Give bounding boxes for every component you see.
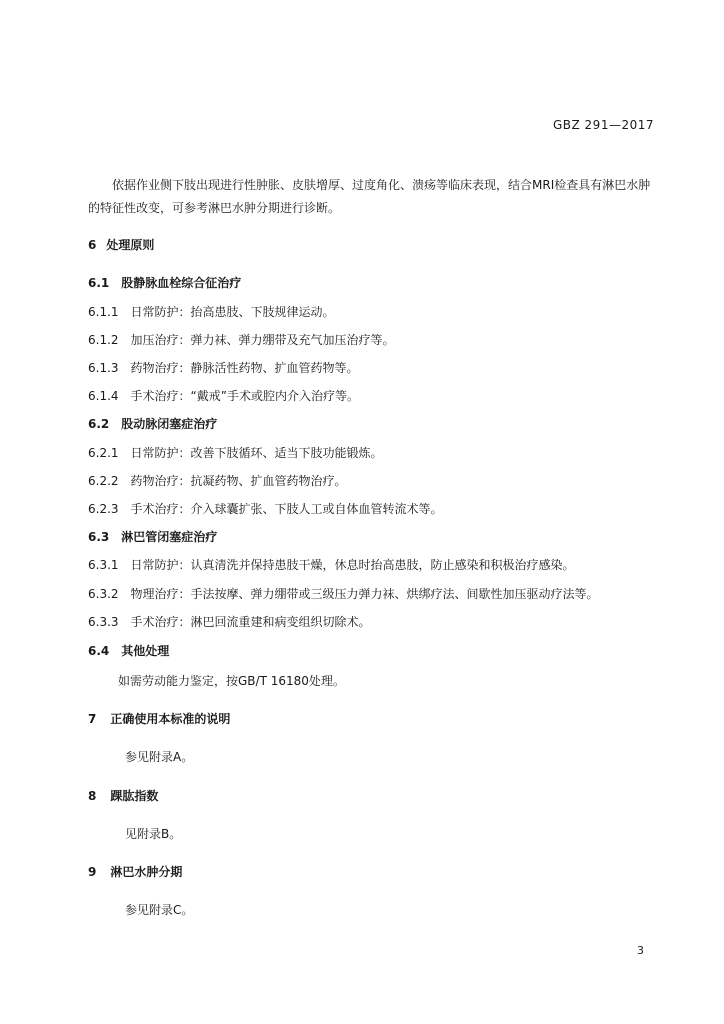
clause-6-2-2 — [88, 472, 347, 489]
clause-6-1-1 — [88, 303, 335, 320]
clause-number: 6.2.3 — [88, 502, 119, 516]
section-6-4-heading — [88, 642, 169, 659]
clause-number: 6.3.1 — [88, 558, 119, 572]
section-number: 8 — [88, 789, 97, 803]
clause-number: 6.2.2 — [88, 474, 119, 488]
section-title: 踝肱指数 — [110, 789, 159, 803]
clause-number: 6.3.2 — [88, 587, 119, 601]
clause-text: 药物治疗：静脉活性药物、扩血管药物等。 — [130, 361, 359, 375]
clause-text: 加压治疗：弹力袜、弹力绷带及充气加压治疗等。 — [130, 333, 395, 347]
clause-6-2-1 — [88, 444, 383, 461]
section-9-body: 参见附录C。 — [125, 903, 194, 917]
clause-text: 日常防护：改善下肢循环、适当下肢功能锻炼。 — [130, 446, 383, 460]
section-number: 6 — [88, 238, 97, 252]
clause-6-3-3 — [88, 613, 371, 630]
section-6-4-body: 如需劳动能力鉴定，按GB/T 16180处理。 — [118, 674, 345, 688]
section-title: 股静脉血栓综合征治疗 — [121, 276, 242, 290]
clause-6-1-2 — [88, 331, 395, 348]
section-title: 处理原则 — [106, 238, 155, 252]
section-title: 淋巴管闭塞症治疗 — [121, 530, 218, 544]
clause-number: 6.1.4 — [88, 389, 119, 403]
section-8-body: 见附录B。 — [125, 827, 182, 841]
section-number: 6.3 — [88, 530, 110, 544]
clause-text: 物理治疗：手法按摩、弹力绷带或三级压力弹力袜、烘绑疗法、间歇性加压驱动疗法等。 — [130, 587, 599, 601]
section-number: 6.2 — [88, 417, 110, 431]
section-7-body: 参见附录A。 — [125, 750, 194, 764]
clause-number: 6.2.1 — [88, 446, 119, 460]
page-number: 3 — [637, 944, 644, 957]
clause-number: 6.1.3 — [88, 361, 119, 375]
section-9-heading — [88, 863, 182, 880]
section-7-heading — [88, 710, 230, 727]
clause-text: 手术治疗：淋巴回流重建和病变组织切除术。 — [130, 615, 371, 629]
section-number: 7 — [88, 712, 97, 726]
clause-text: 手术治疗：“戴戒”手术或腔内介入治疗等。 — [130, 389, 359, 403]
section-6-1-heading — [88, 274, 241, 291]
standard-code: GBZ 291—2017 — [552, 118, 654, 132]
section-6-heading — [88, 236, 154, 253]
clause-text: 药物治疗：抗凝药物、扩血管药物治疗。 — [130, 474, 347, 488]
clause-6-1-3 — [88, 359, 359, 376]
clause-6-1-4 — [88, 387, 359, 404]
clause-6-3-2 — [88, 585, 599, 602]
clause-number: 6.1.1 — [88, 305, 119, 319]
section-title: 淋巴水肿分期 — [110, 865, 183, 879]
section-title: 正确使用本标准的说明 — [110, 712, 231, 726]
section-8-heading — [88, 787, 158, 804]
clause-6-2-3 — [88, 500, 443, 517]
clause-text: 日常防护：抬高患肢、下肢规律运动。 — [130, 305, 335, 319]
intro-paragraph — [88, 174, 654, 220]
clause-text: 手术治疗：介入球囊扩张、下肢人工或自体血管转流术等。 — [130, 502, 443, 516]
section-6-3-heading — [88, 528, 217, 545]
section-title: 股动脉闭塞症治疗 — [121, 417, 218, 431]
clause-6-3-1 — [88, 556, 575, 573]
section-number: 6.1 — [88, 276, 110, 290]
clause-number: 6.3.3 — [88, 615, 119, 629]
section-number: 9 — [88, 865, 97, 879]
intro-text: 依据作业侧下肢出现进行性肿胀、皮肤增厚、过度角化、溃疡等临床表现，结合MRI检查具有淋巴水肿的特征性改变，可参考淋巴水肿分期进行诊断。 — [88, 178, 651, 215]
clause-number: 6.1.2 — [88, 333, 119, 347]
section-6-2-heading — [88, 415, 217, 432]
section-title: 其他处理 — [121, 644, 170, 658]
section-number: 6.4 — [88, 644, 110, 658]
clause-text: 日常防护：认真清洗并保持患肢干燥，休息时抬高患肢，防止感染和积极治疗感染。 — [130, 558, 575, 572]
